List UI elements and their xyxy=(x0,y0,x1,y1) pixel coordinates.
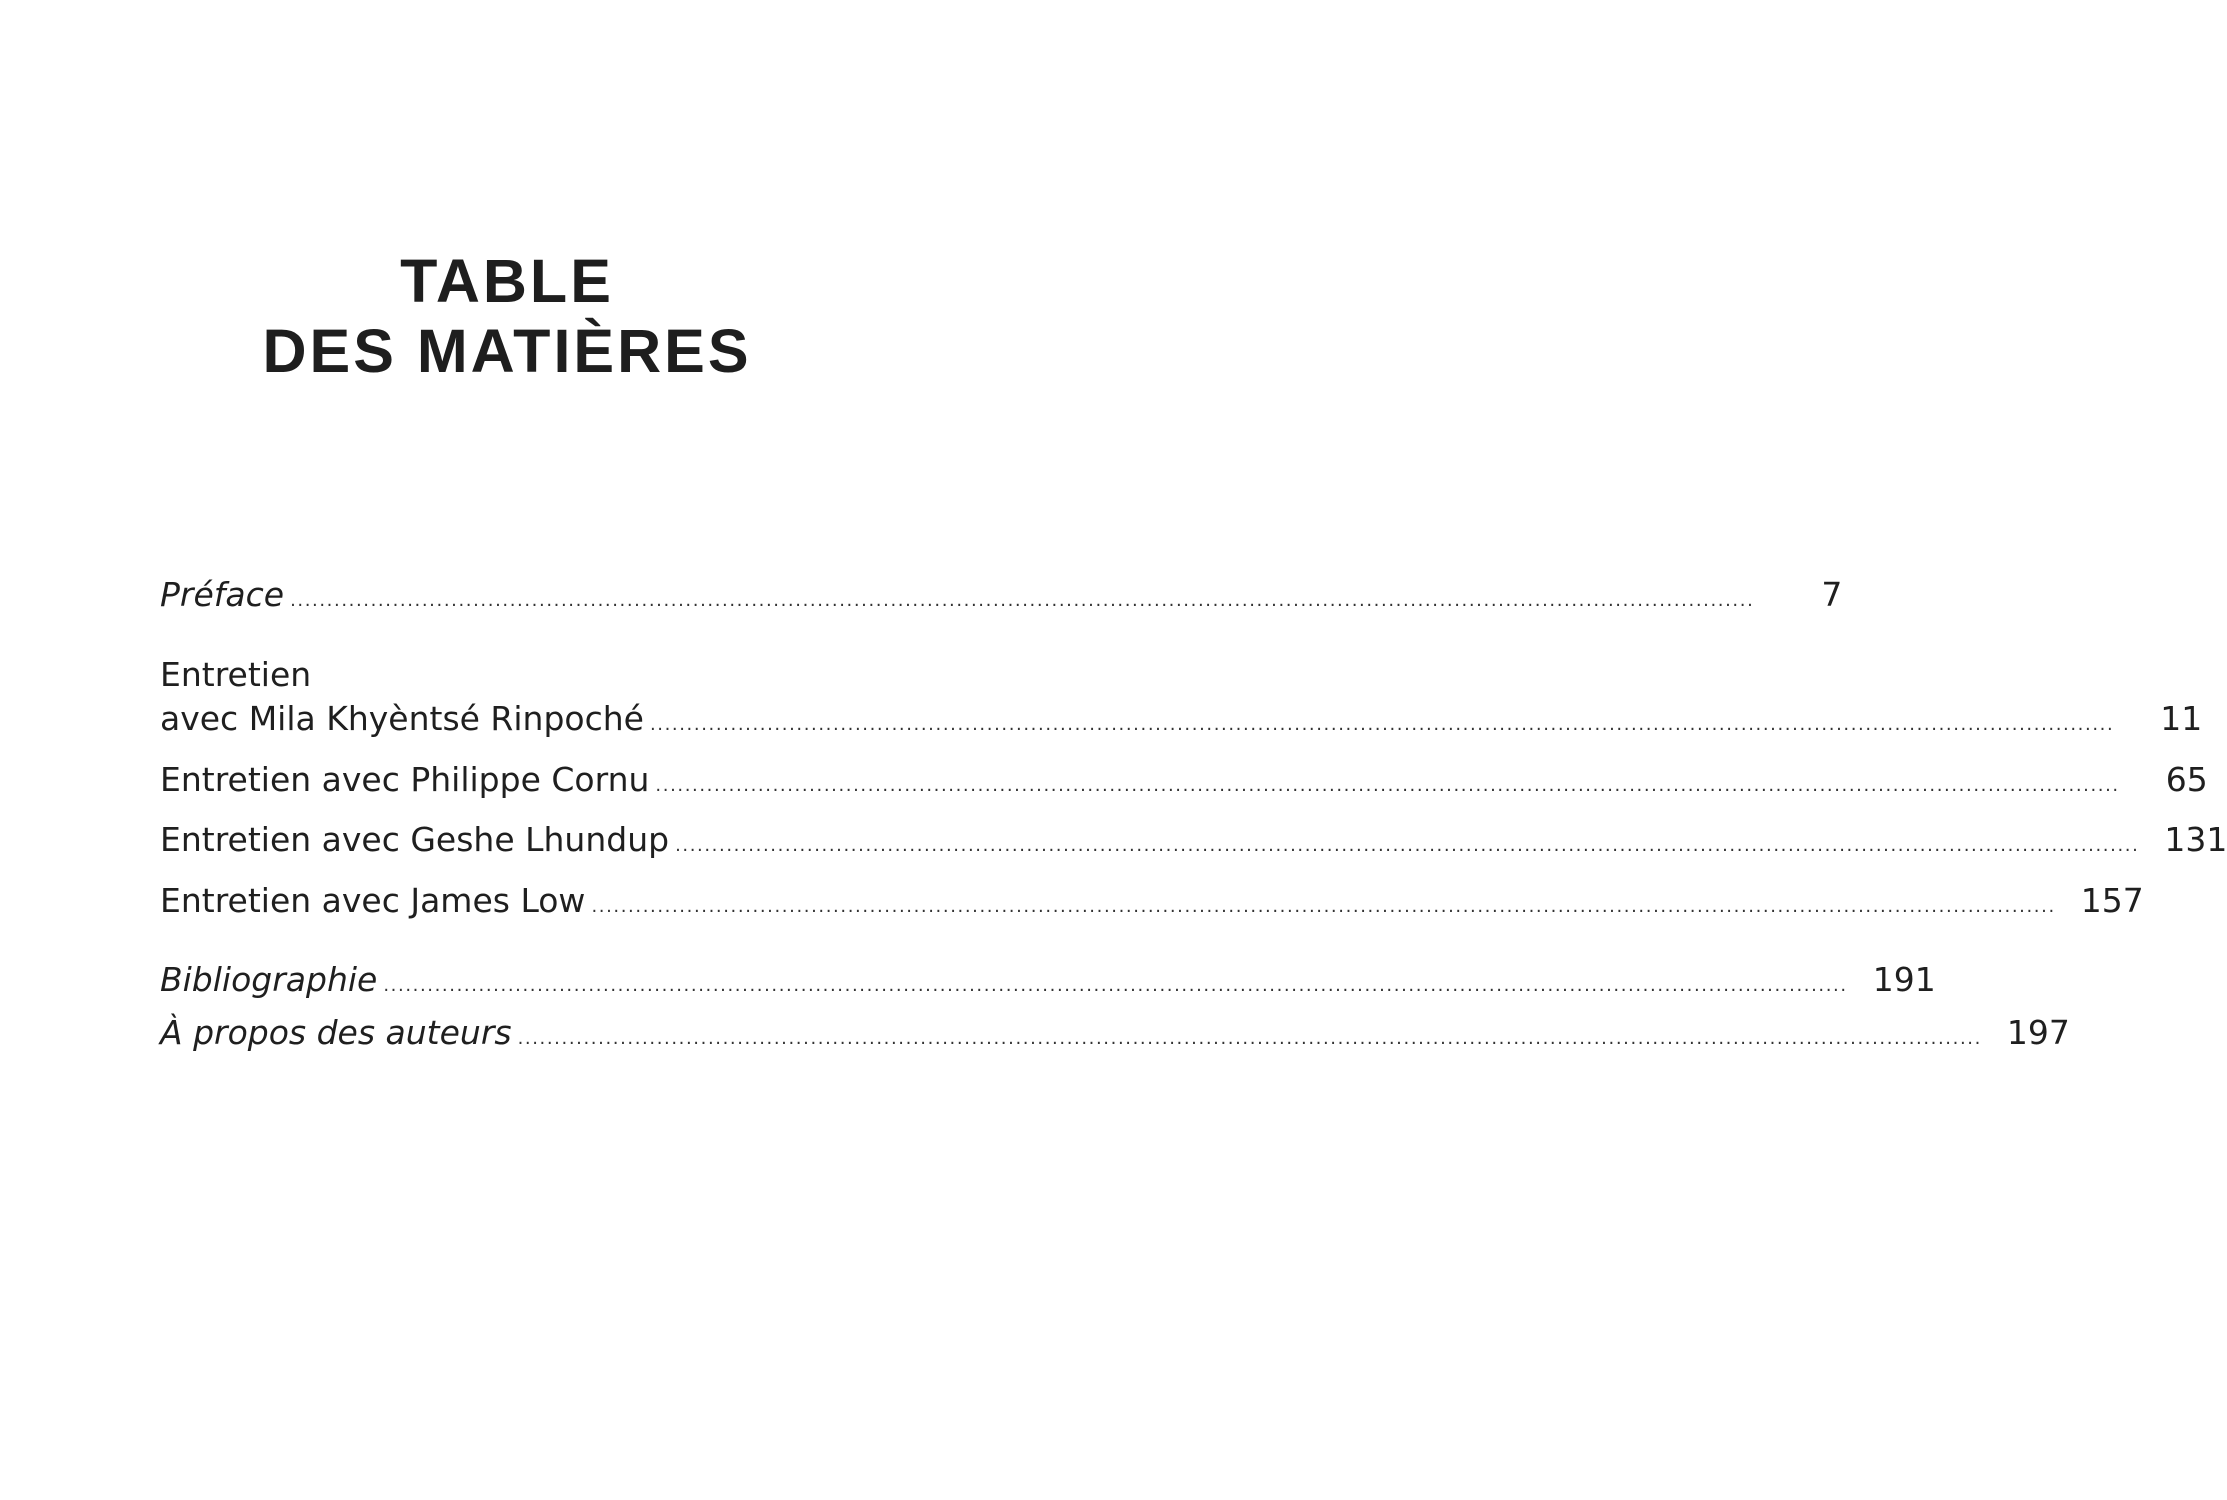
toc-entry-geshe-lhundup[interactable] xyxy=(160,818,2227,868)
toc-entry-mila-khyentse[interactable] xyxy=(160,653,2203,747)
toc-entry-label: avec Mila Khyèntsé Rinpoché xyxy=(160,699,644,738)
toc-entry-label: À propos des auteurs xyxy=(160,1013,512,1052)
toc-entry-page: 191 xyxy=(1872,960,1936,999)
dot-leader: ........................................................................................................................................................................................................ xyxy=(591,896,2056,917)
toc-entry-page: 7 xyxy=(1821,575,1843,614)
toc-entry-a-propos-des-auteurs[interactable] xyxy=(160,1011,2070,1061)
dot-leader: ........................................................................................................................................................................................................ xyxy=(290,590,1755,611)
toc-entry-label-line1: Entretien xyxy=(160,655,312,694)
toc-entry-preface[interactable] xyxy=(160,573,1843,623)
toc-entry-page: 11 xyxy=(2160,699,2203,738)
toc-entry-page: 157 xyxy=(2080,881,2144,920)
page-title xyxy=(0,246,1014,386)
title-line-1: TABLE xyxy=(400,247,614,315)
dot-leader: ........................................................................................................................................................................................................ xyxy=(655,775,2120,796)
toc-entry-label: Préface xyxy=(160,575,285,614)
toc-entry-page: 65 xyxy=(2165,760,2208,799)
toc-entry-label: Entretien avec Geshe Lhundup xyxy=(160,820,670,859)
toc-entry-label: Bibliographie xyxy=(160,960,378,999)
dot-leader: ........................................................................................................................................................................................................ xyxy=(383,975,1848,996)
toc-entry-james-low[interactable] xyxy=(160,879,2144,929)
title-line-2: DES MATIÈRES xyxy=(262,317,752,385)
toc-entry-page: 131 xyxy=(2164,820,2227,859)
dot-leader: ........................................................................................................................................................................................................ xyxy=(517,1028,1982,1049)
toc-entry-label: Entretien avec Philippe Cornu xyxy=(160,760,650,799)
toc-entry-bibliographie[interactable] xyxy=(160,958,1936,1008)
toc-entry-philippe-cornu[interactable] xyxy=(160,758,2208,808)
dot-leader: ........................................................................................................................................................................................................ xyxy=(675,835,2140,856)
toc-entry-label: Entretien avec James Low xyxy=(160,881,586,920)
dot-leader: ........................................................................................................................................................................................................ xyxy=(649,714,2115,735)
toc-entry-page: 197 xyxy=(2006,1013,2070,1052)
